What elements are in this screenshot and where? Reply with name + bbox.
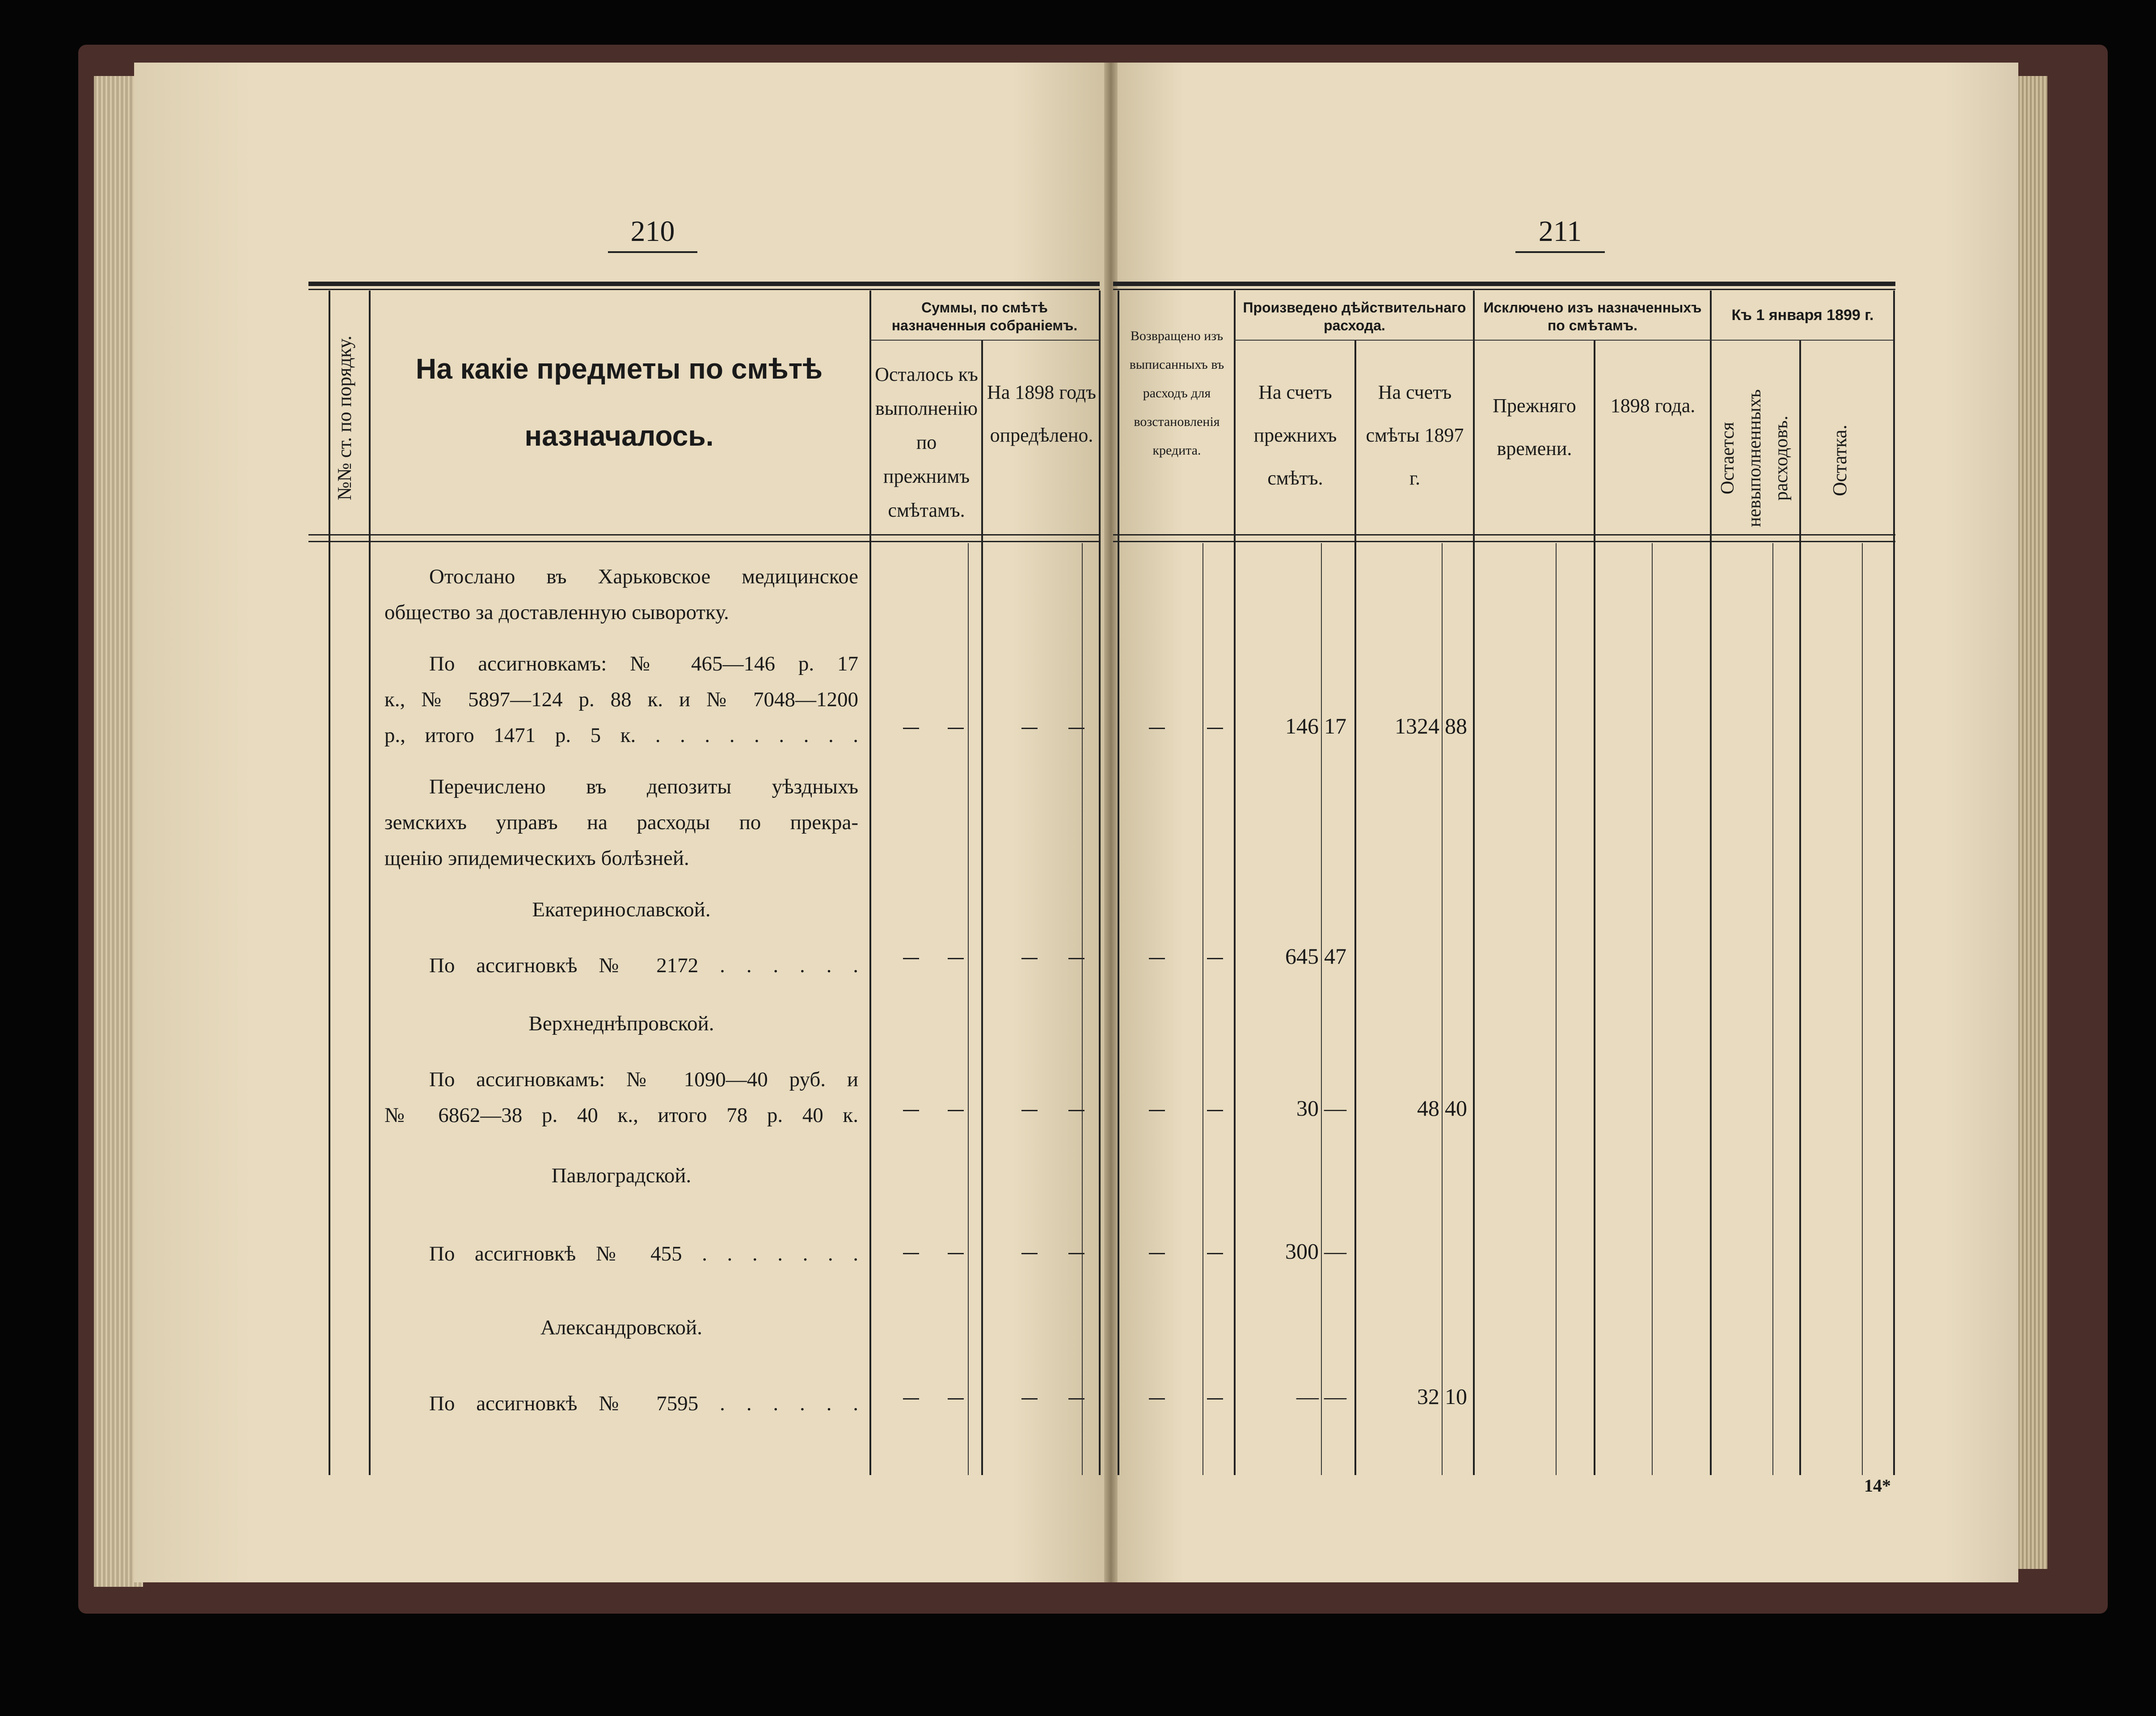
header-group-actual: Произведено дѣйствительнаго расхода. — [1243, 299, 1466, 333]
page-number-rule — [608, 251, 697, 253]
empty-cell-dash — [1149, 1110, 1165, 1111]
header-col-1898: На 1898 годъ опредѣлено. — [987, 381, 1097, 446]
empty-cell-dash — [903, 1398, 919, 1400]
header-col-balance: Остатка. — [1829, 425, 1851, 496]
empty-cell-dash — [1149, 1253, 1165, 1254]
group-rule — [1234, 340, 1893, 341]
row-1-line-1: Отослано въ Харьковское медицинское — [429, 565, 858, 588]
col-rule-thin — [968, 543, 969, 1475]
value-row-5-1897-kop: 10 — [1445, 1384, 1467, 1409]
empty-cell-dash — [1021, 958, 1038, 959]
col-rule-thin — [1442, 543, 1443, 1475]
empty-cell-dash — [1207, 1398, 1223, 1400]
col-rule-thin — [1082, 543, 1083, 1475]
empty-cell-dash — [1149, 728, 1165, 729]
empty-cell-dash — [948, 1253, 964, 1254]
row-3-line-3: щенію эпидемическихъ болѣзней. — [384, 847, 689, 870]
value-row-1-1897-rub: 1324 — [1395, 713, 1439, 738]
empty-cell-dash — [1021, 1398, 1038, 1400]
empty-cell-dash — [948, 958, 964, 959]
page-number-rule — [1515, 251, 1605, 253]
row-3-line-1: Перечислено въ депозиты уѣздныхъ — [429, 775, 858, 798]
empty-cell-dash — [1149, 1398, 1165, 1400]
col-rule — [869, 291, 871, 1475]
col-rule-thin — [1556, 543, 1557, 1475]
col-rule — [1234, 291, 1236, 1475]
value-row-3-1897-rub: 48 — [1417, 1096, 1439, 1121]
value-row-2-prev-rub: 645 — [1285, 944, 1319, 969]
header-group-jan: Къ 1 января 1899 г. — [1731, 307, 1874, 324]
value-row-1-1897-kop: 88 — [1445, 713, 1467, 738]
header-col-unfulfilled: Остается невыполненныхъ расходовъ. — [1717, 389, 1792, 527]
value-row-4-prev-rub: 300 — [1285, 1239, 1319, 1264]
top-rule-left — [308, 282, 1100, 286]
row-8-heading: Павлоградской. — [551, 1164, 692, 1187]
top-rule-right — [1113, 282, 1895, 286]
value-row-5-1897-rub: 32 — [1417, 1384, 1439, 1409]
header-col-returned: Возвращено изъ выписанныхъ въ расходъ для возстановленія кредита. — [1129, 329, 1224, 458]
row-10-heading: Александровской. — [540, 1316, 702, 1339]
book-gutter — [1104, 63, 1118, 1582]
page-number-left-text: 210 — [630, 215, 675, 248]
right-page — [1111, 63, 2018, 1582]
row-5-line: По ассигновкѣ № 2172 . . . . . . — [429, 954, 858, 977]
empty-cell-dash — [1207, 1110, 1223, 1111]
empty-cell-dash — [903, 1110, 919, 1111]
empty-cell-dash — [903, 728, 919, 729]
row-2-line-3: р., итого 1471 р. 5 к. . . . . . . . . . — [384, 724, 858, 747]
empty-cell-dash — [1068, 1253, 1084, 1254]
empty-cell-dash — [1149, 958, 1165, 959]
header-col-order: №№ ст. по порядку. — [333, 335, 355, 501]
col-rule — [1893, 291, 1895, 1475]
value-row-3-prev-kop: — — [1324, 1096, 1346, 1121]
header-col-remaining: Осталось къ выполненію по прежнимъ смѣтамъ. — [875, 363, 978, 521]
empty-cell-dash — [948, 1398, 964, 1400]
col-rule-thin — [1652, 543, 1653, 1475]
row-2-line-1: По ассигновкамъ: № 465—146 р. 17 — [429, 652, 858, 675]
empty-cell-dash — [1068, 1110, 1084, 1111]
empty-cell-dash — [1068, 958, 1084, 959]
value-row-2-prev-kop: 47 — [1324, 944, 1346, 969]
empty-cell-dash — [903, 958, 919, 959]
top-rule-left-thin — [308, 289, 1100, 290]
col-rule-thin — [1772, 543, 1773, 1475]
row-3-line-2: земскихъ управъ на расходы по прекра- — [384, 811, 858, 834]
empty-cell-dash — [1021, 1253, 1038, 1254]
col-rule — [1799, 340, 1801, 1475]
page-number-right — [1515, 215, 1605, 253]
group-rule — [869, 340, 1100, 341]
header-col-prev-time: Прежняго времени. — [1493, 395, 1576, 460]
col-rule-thin — [1321, 543, 1322, 1475]
col-rule — [1099, 291, 1101, 1475]
row-1-line-2: общество за доставленную сыворотку. — [384, 601, 729, 624]
header-col-subject: На какіе предметы по смѣтѣ назначалось. — [416, 353, 823, 452]
row-9-line: По ассигновкѣ № 455 . . . . . . . — [429, 1242, 858, 1265]
row-4-heading: Екатеринославской. — [532, 898, 711, 921]
value-row-4-prev-kop: — — [1324, 1239, 1346, 1264]
row-7-line-1: По ассигновкамъ: № 1090—40 руб. и — [429, 1068, 858, 1091]
value-row-3-1897-kop: 40 — [1445, 1096, 1467, 1121]
signature-mark: 14* — [1864, 1476, 1891, 1496]
col-rule — [1473, 291, 1475, 1475]
col-rule — [369, 291, 371, 1475]
empty-cell-dash — [1021, 1110, 1038, 1111]
top-rule-right-thin — [1113, 289, 1895, 290]
empty-cell-dash — [948, 728, 964, 729]
col-rule-thin — [1862, 543, 1863, 1475]
row-6-heading: Верхнеднѣпровской. — [528, 1012, 714, 1035]
row-11-line: По ассигновкѣ № 7595 . . . . . . — [429, 1392, 858, 1415]
page-number-left — [608, 215, 697, 253]
header-col-1897: На счетъ смѣты 1897 г. — [1366, 381, 1464, 489]
value-row-5-prev-kop: — — [1324, 1384, 1346, 1409]
empty-cell-dash — [1207, 958, 1223, 959]
empty-cell-dash — [1068, 728, 1084, 729]
empty-cell-dash — [1207, 1253, 1223, 1254]
page-number-right-text: 211 — [1538, 215, 1582, 248]
value-row-3-prev-rub: 30 — [1296, 1096, 1319, 1121]
col-rule — [981, 340, 983, 1475]
col-rule-thin — [1202, 543, 1203, 1475]
header-col-prev-estimates: На счетъ прежнихъ смѣтъ. — [1253, 381, 1337, 489]
header-group-sums: Суммы, по смѣтѣ назначенныя собраніемъ. — [891, 299, 1078, 333]
col-rule — [1354, 340, 1356, 1475]
header-group-excluded: Исключено изъ назначенныхъ по смѣтамъ. — [1483, 299, 1702, 333]
empty-cell-dash — [1021, 728, 1038, 729]
value-row-1-prev-kop: 17 — [1324, 713, 1346, 738]
empty-cell-dash — [948, 1110, 964, 1111]
col-rule — [1710, 291, 1712, 1475]
col-rule — [1118, 291, 1119, 1475]
empty-cell-dash — [1207, 728, 1223, 729]
value-row-5-prev-rub: — — [1296, 1384, 1319, 1409]
col-rule — [1594, 340, 1595, 1475]
value-row-1-prev-rub: 146 — [1285, 713, 1319, 738]
row-7-line-2: № 6862—38 р. 40 к., итого 78 р. 40 к. — [384, 1104, 858, 1127]
row-2-line-2: к., № 5897—124 р. 88 к. и № 7048—1200 — [384, 688, 858, 711]
col-rule — [329, 291, 330, 1475]
header-col-1898-year: 1898 года. — [1610, 395, 1696, 417]
empty-cell-dash — [1068, 1398, 1084, 1400]
empty-cell-dash — [903, 1253, 919, 1254]
